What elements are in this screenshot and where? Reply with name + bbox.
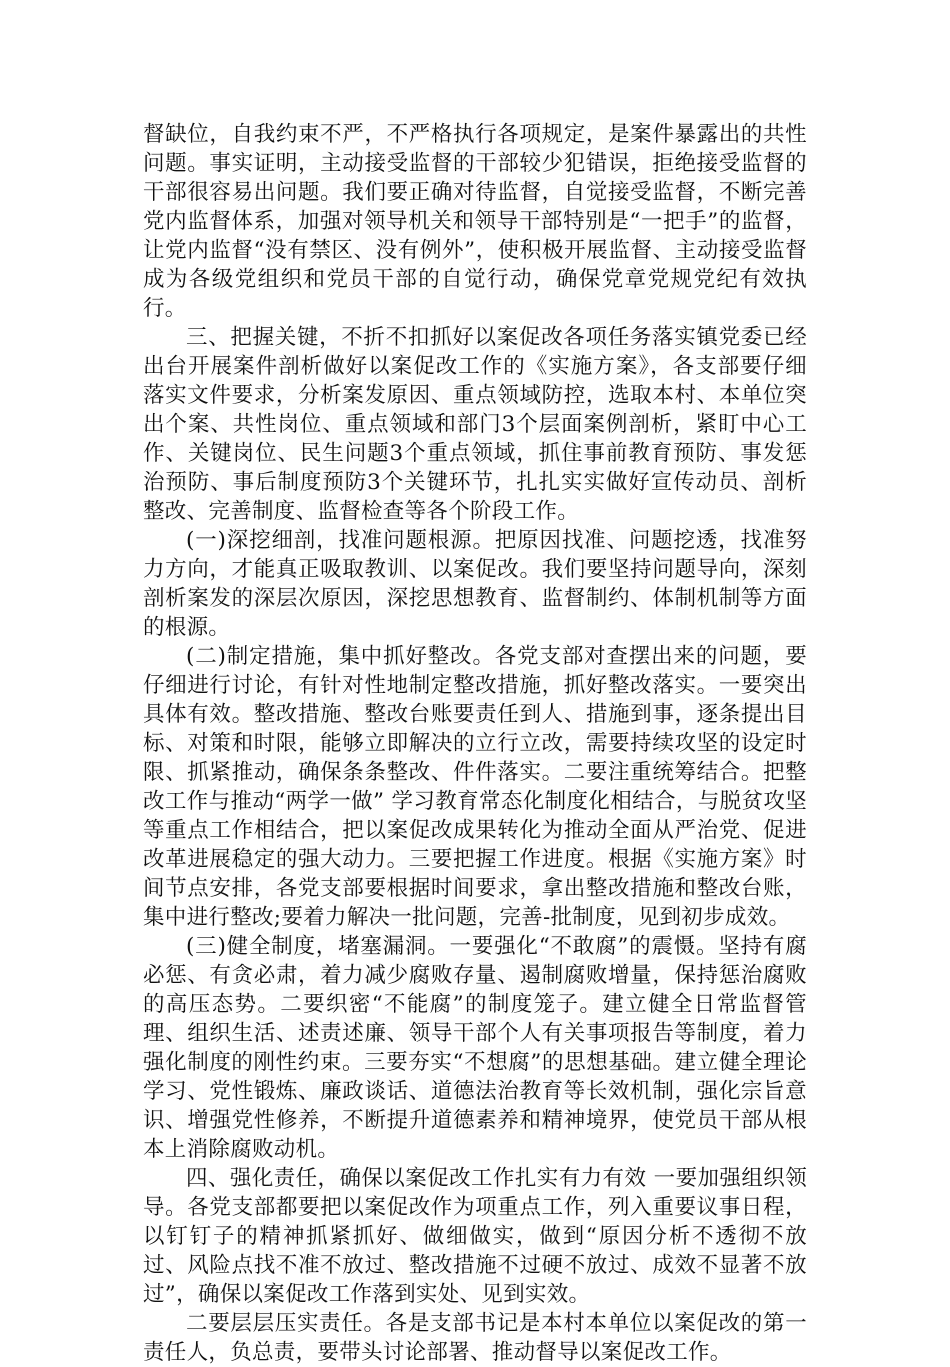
paragraph-5: (三)健全制度，堵塞漏洞。一要强化“不敢腐”的震慑。坚持有腐必惩、有贪必肃，着力减少腐败存量、遏制腐败增量，保持惩治腐败的高压态势。二要织密“不能腐”的制度笼子。建立健全日常监督管理、组织生活、述责述廉、领导干部个人有关事项报告等制度，着力强化制度的刚性约束。三要夯实“不想腐”的思想基础。建立健全理论学习、党性锻炼、廉政谈话、道德法治教育等长效机制，强化宗旨意识、增强党性修养，不断提升道德素养和精神境界，使党员干部从根本上消除腐败动机。 (143, 934, 807, 1162)
paragraph-3: (一)深挖细剖，找准问题根源。把原因找准、问题挖透，找准努力方向，才能真正吸取教训、以案促改。我们要坚持问题导向，深刻剖析案发的深层次原因，深挖思想教育、监督制约、体制机制等方面的根源。 (143, 528, 807, 640)
paragraph-2: 三、把握关键，不折不扣抓好以案促改各项任务落实镇党委已经出台开展案件剖析做好以案促改工作的《实施方案》，各支部要仔细落实文件要求，分析案发原因、重点领域防控，选取本村、本单位突出个案、共性岗位、重点领域和部门3个层面案例剖析，紧盯中心工作、关键岗位、民生问题3个重点领域，抓住事前教育预防、事发惩治预防、事后制度预防3个关键环节，扎扎实实做好宣传动员、剖析整改、完善制度、监督检查等各个阶段工作。 (143, 325, 807, 524)
document-body (143, 120, 807, 1367)
paragraph-6: 四、强化责任，确保以案促改工作扎实有力有效 一要加强组织领导。各党支部都要把以案促改作为项重点工作，列入重要议事日程，以钉钉子的精神抓紧抓好、做细做实，做到“原因分析不透彻不放过、风险点找不准不放过、整改措施不过硬不放过、成效不显著不放过”，确保以案促改工作落到实处、见到实效。 (143, 1166, 807, 1307)
paragraph-1: 督缺位，自我约束不严，不严格执行各项规定，是案件暴露出的共性问题。事实证明，主动接受监督的干部较少犯错误，拒绝接受监督的干部很容易出问题。我们要正确对待监督，自觉接受监督，不断完善党内监督体系，加强对领导机关和领导干部特别是“一把手”的监督，让党内监督“没有禁区、没有例外”，使积极开展监督、主动接受监督成为各级党组织和党员干部的自觉行动，确保党章党规党纪有效执行。 (143, 122, 807, 321)
paragraph-7: 二要层层压实责任。各是支部书记是本村本单位以案促改的第一责任人，负总责，要带头讨论部署、推动督导以案促改工作。 (143, 1311, 807, 1365)
paragraph-4: (二)制定措施，集中抓好整改。各党支部对查摆出来的问题，要仔细进行讨论，有针对性地制定整改措施，抓好整改落实。一要突出具体有效。整改措施、整改台账要责任到人、措施到事，逐条提出目标、对策和时限，能够立即解决的立行立改，需要持续攻坚的设定时限、抓紧推动，确保条条整改、件件落实。二要注重统筹结合。把整改工作与推动“两学一做” 学习教育常态化制度化相结合，与脱贫攻坚等重点工作相结合，把以案促改成果转化为推动全面从严治党、促进改革进展稳定的强大动力。三要把握工作进度。根据《实施方案》时间节点安排，各党支部要根据时间要求，拿出整改措施和整改台账，集中进行整改;要着力解决一批问题，完善-批制度，见到初步成效。 (143, 644, 807, 930)
